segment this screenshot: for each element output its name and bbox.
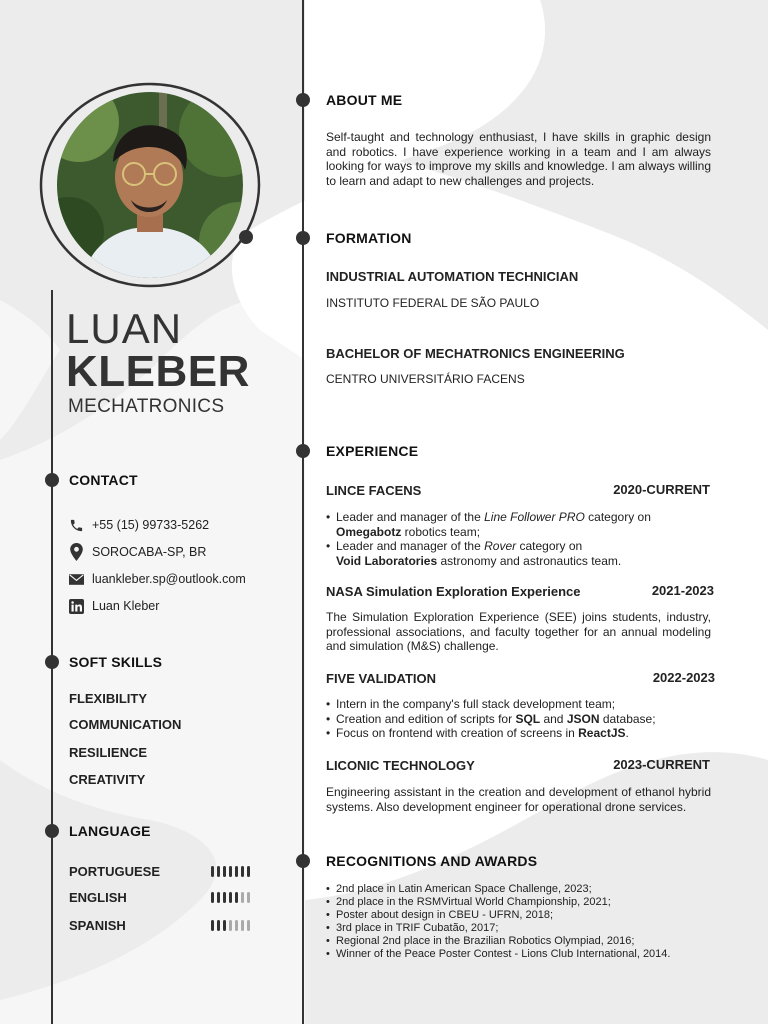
language-level-bar	[229, 866, 232, 877]
language-level	[211, 920, 250, 931]
language-name: PORTUGUESE	[69, 864, 161, 879]
contact-email-text: luankleber.sp@outlook.com	[92, 572, 246, 586]
language-level-bar	[229, 892, 232, 903]
timeline-dot-experience	[296, 444, 310, 458]
language-level-bar	[211, 866, 214, 877]
list-item: • 2nd place in Latin American Space Challenge, 2023;	[326, 883, 726, 896]
language-level-bar	[217, 866, 220, 877]
soft-skill-item: CREATIVITY	[69, 772, 146, 787]
language-level-bar	[229, 920, 232, 931]
experience-lince-bullets	[326, 510, 711, 568]
avatar	[39, 82, 261, 288]
awards-title: RECOGNITIONS AND AWARDS	[326, 853, 538, 869]
timeline-dot-soft-skills	[45, 655, 59, 669]
language-level-bar	[235, 866, 238, 877]
experience-company: NASA Simulation Exploration Experience	[326, 584, 581, 599]
about-text: Self-taught and technology enthusiast, I have skills in graphic design and robotics. I have experience working in a team and I am always looking for ways to improve my skills and knowledge. I am always willing to learn and adapt to new challenges and projects.	[326, 130, 711, 188]
contact-linkedin-text: Luan Kleber	[92, 599, 160, 613]
experience-entry-lince	[326, 482, 710, 500]
contact-phone[interactable]	[68, 516, 288, 534]
experience-entry-nasa	[326, 583, 714, 601]
timeline-dot-language	[45, 824, 59, 838]
language-level-bar	[223, 892, 226, 903]
list-item: • Poster about design in CBEU - UFRN, 2018;	[326, 909, 726, 922]
language-level-bar	[217, 920, 220, 931]
profile-first-name: LUAN	[66, 305, 183, 352]
list-item: • 3rd place in TRIF Cubatão, 2017;	[326, 922, 726, 935]
list-item: • 2nd place in the RSMVirtual World Championship, 2021;	[326, 896, 726, 909]
language-level-bar	[247, 892, 250, 903]
language-level	[211, 866, 250, 877]
contact-location-text: SOROCABA-SP, BR	[92, 545, 207, 559]
experience-years: 2020-CURRENT	[613, 482, 710, 497]
experience-years: 2021-2023	[651, 583, 714, 598]
list-item: • Winner of the Peace Poster Contest - Lions Club International, 2014.	[326, 948, 726, 961]
language-level-bar	[241, 866, 244, 877]
experience-company: LINCE FACENS	[326, 483, 422, 498]
soft-skills-title: SOFT SKILLS	[69, 654, 163, 670]
language-name: SPANISH	[69, 918, 126, 933]
list-item: • Leader and manager of the Line Follower PRO category on Omegabotz robotics team;	[326, 510, 711, 539]
linkedin-icon	[68, 598, 84, 614]
soft-skill-item: RESILIENCE	[69, 745, 148, 760]
formation-degree: BACHELOR OF MECHATRONICS ENGINEERING	[326, 346, 625, 361]
experience-title: EXPERIENCE	[326, 443, 419, 459]
formation-degree: INDUSTRIAL AUTOMATION TECHNICIAN	[326, 269, 579, 284]
language-level-bar	[241, 892, 244, 903]
language-level-bar	[247, 920, 250, 931]
language-name: ENGLISH	[69, 890, 127, 905]
experience-years: 2023-CURRENT	[613, 757, 710, 772]
language-level-bar	[235, 920, 238, 931]
experience-years: 2022-2023	[652, 670, 715, 685]
language-level-bar	[241, 920, 244, 931]
language-level-bar	[211, 920, 214, 931]
contact-phone-text: +55 (15) 99733-5262	[92, 518, 210, 532]
list-item: • Focus on frontend with creation of screens in ReactJS.	[326, 726, 711, 741]
envelope-icon	[68, 571, 84, 587]
contact-linkedin[interactable]	[68, 597, 288, 615]
language-level	[211, 892, 250, 903]
list-item: • Creation and edition of scripts for SQL and JSON database;	[326, 712, 711, 727]
list-item: • Leader and manager of the Rover category on Void Laboratories astronomy and astronautics team.	[326, 539, 711, 568]
contact-email[interactable]	[68, 570, 288, 588]
contact-list	[68, 516, 288, 615]
language-level-bar	[247, 866, 250, 877]
language-level-bar	[223, 920, 226, 931]
experience-liconic-text: Engineering assistant in the creation and development of ethanol hybrid systems. Also development engineer for operational drone services.	[326, 785, 711, 814]
experience-company: FIVE VALIDATION	[326, 671, 437, 686]
profile-last-name: KLEBER	[66, 347, 250, 396]
profile-photo-frame	[39, 82, 261, 288]
soft-skill-item: FLEXIBILITY	[69, 691, 147, 706]
formation-title: FORMATION	[326, 230, 412, 246]
language-level-bar	[223, 866, 226, 877]
experience-company: LICONIC TECHNOLOGY	[326, 758, 475, 773]
language-level-bar	[217, 892, 220, 903]
language-level-bar	[235, 892, 238, 903]
timeline-dot-formation	[296, 231, 310, 245]
experience-entry-liconic	[326, 757, 710, 775]
timeline-dot-awards	[296, 854, 310, 868]
experience-entry-five	[326, 670, 715, 688]
map-pin-icon	[68, 544, 84, 560]
timeline-dot-contact	[45, 473, 59, 487]
contact-location	[68, 543, 288, 561]
profile-role: MECHATRONICS	[68, 396, 225, 417]
list-item: • Regional 2nd place in the Brazilian Robotics Olympiad, 2016;	[326, 935, 726, 948]
timeline-dot-about	[296, 93, 310, 107]
experience-nasa-text: The Simulation Exploration Experience (SEE) joins students, industry, professional associations, and faculty together for an annual modeling and simulation (M&S) challenge.	[326, 610, 711, 653]
experience-five-bullets	[326, 697, 711, 741]
about-title: ABOUT ME	[326, 92, 403, 108]
phone-icon	[68, 517, 84, 533]
language-title: LANGUAGE	[69, 823, 151, 839]
language-level-bar	[211, 892, 214, 903]
formation-school: CENTRO UNIVERSITÁRIO FACENS	[326, 372, 525, 386]
contact-title: CONTACT	[69, 472, 138, 488]
timeline-line-right	[302, 0, 304, 1024]
soft-skill-item: COMMUNICATION	[69, 717, 182, 732]
list-item: • Intern in the company's full stack development team;	[326, 697, 711, 712]
awards-list	[326, 883, 726, 961]
formation-school: INSTITUTO FEDERAL DE SÃO PAULO	[326, 296, 540, 310]
